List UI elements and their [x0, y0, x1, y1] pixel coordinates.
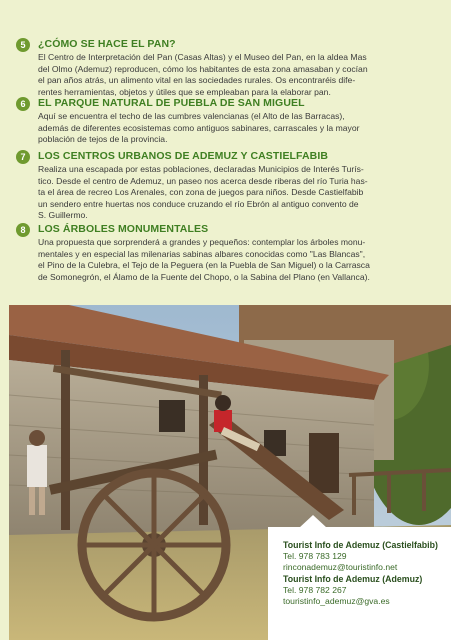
body-line: rentes herramientas, objetos y útiles que se empleaban para la elaborar pan. — [38, 86, 331, 97]
office-email[interactable]: rinconademuz@touristinfo.net — [283, 562, 398, 572]
section-title: EL PARQUE NATURAL DE PUEBLA DE SAN MIGUEL — [38, 97, 305, 109]
body-line: ta el área de recreo Los Arenales, con zona de juegos para niños. Desde Castielfabib — [38, 187, 364, 198]
section-urban-centers — [20, 149, 402, 222]
body-line: del Olmo (Ademuz) reproducen, cómo los habitantes de esta zona amasaban y cocían — [38, 63, 368, 74]
body-line: Realiza una escapada por estas poblaciones, declaradas Municipios de Interés Turís- — [38, 164, 364, 174]
tourist-info-box — [268, 527, 451, 640]
section-monumental-trees — [20, 222, 402, 283]
section-body — [38, 111, 402, 146]
body-line: de Somonegrón, el Álamo de la Fuente del Chopo, o la Sabina del Plano (en Vallanca). — [38, 271, 370, 282]
office-email[interactable]: touristinfo_ademuz@gva.es — [283, 596, 390, 606]
office-phone: Tel. 978 783 129 — [283, 551, 347, 561]
body-line: un sendero entre huertas nos conduce cruzando el río Ebrón al antiguo convento de — [38, 198, 359, 209]
section-number-badge: 5 — [16, 38, 30, 52]
body-line: mentales y en especial las milenarias sabinas albares conocidas como "Las Blancas", — [38, 248, 366, 259]
tourist-info-ademuz — [283, 574, 422, 607]
section-number-badge: 8 — [16, 223, 30, 237]
body-line: El Centro de Interpretación del Pan (Casas Altas) y el Museo del Pan, en la aldea Mas — [38, 52, 367, 62]
section-number-badge: 6 — [16, 97, 30, 111]
office-name: Tourist Info de Ademuz (Castielfabib) — [283, 540, 438, 550]
section-title: ¿CÓMO SE HACE EL PAN? — [38, 38, 176, 50]
office-name: Tourist Info de Ademuz (Ademuz) — [283, 574, 423, 584]
body-line: población de tejos de la provincia. — [38, 134, 168, 145]
office-phone: Tel. 978 782 267 — [283, 585, 347, 595]
body-line: tico. Desde el centro de Ademuz, un paseo nos acerca desde riberas del río Turia has- — [38, 175, 368, 186]
tourist-info-castielfabib — [283, 540, 438, 573]
section-body — [38, 164, 402, 222]
body-line: S. Guillermo. — [38, 210, 88, 221]
section-natural-park — [20, 96, 402, 146]
body-line: Una propuesta que sorprenderá a grandes y pequeños: contemplar los árboles monu- — [38, 237, 366, 247]
section-title: LOS ÁRBOLES MONUMENTALES — [38, 223, 209, 235]
body-line: el pan años atrás, un alimento vital en las sociedades rurales. Os encontraréis dife- — [38, 75, 356, 86]
section-title: LOS CENTROS URBANOS DE ADEMUZ Y CASTIELFABIB — [38, 150, 329, 162]
body-line: Aquí se encuentra el techo de las cumbres valencianas (el Alto de las Barracas), — [38, 111, 345, 121]
text-panel — [0, 0, 451, 297]
section-number-badge: 7 — [16, 150, 30, 164]
body-line: además de diferentes ecosistemas como antiguos sabinares, carrascales y la mayor — [38, 122, 360, 133]
section-bread — [20, 37, 402, 98]
body-line: el Pino de la Culebra, el Tejo de la Peguera (en la Puebla de San Miguel) o la Carrasca — [38, 260, 370, 271]
section-body — [38, 237, 402, 283]
section-body — [38, 52, 402, 98]
